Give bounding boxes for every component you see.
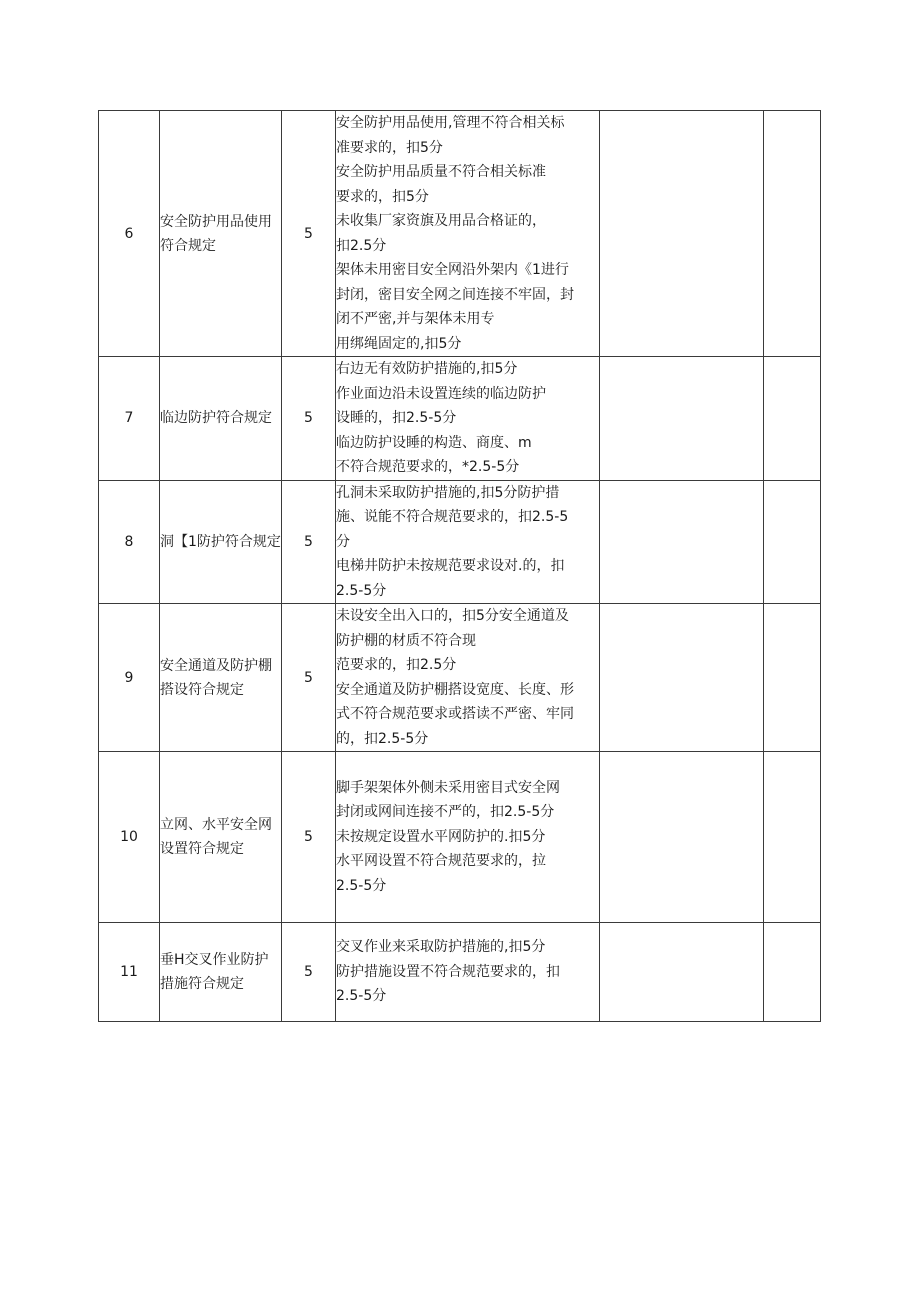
deduction-standards [336,111,600,357]
standard-line: 作业面边沿未设置连续的临边防护 [336,385,546,402]
standard-line: 封闭，密目安全网之间连接不牢固，封 [336,286,574,303]
row-number: 6 [99,111,160,357]
score-value: 5 [282,480,336,604]
score-result-cell [764,357,821,481]
standard-line: 交叉作业来采取防护措施的,扣5分 [336,939,546,956]
inspection-table-section [98,110,820,1022]
standard-line: 未收集厂家资旗及用品合格证的， [336,213,546,229]
standard-line: 未按规定设置水平网防护的.扣5分 [336,828,546,845]
check-item: 安全防护用品使用符合规定 [160,111,282,357]
standard-line: 范要求的，扣2.5分 [336,657,457,673]
row-number: 8 [99,480,160,604]
check-item: 临边防护符合规定 [160,357,282,481]
standard-line: 分 [336,533,350,550]
table-row [99,752,821,923]
standard-line: 防护措施设置不符合规范要求的，扣 [336,963,560,980]
check-item: 洞【1防护符合规定 [160,480,282,604]
standard-line: 闭不严密,并与架体未用专 [336,311,495,327]
standard-line: 安全防护用品质量不符合相关标准 [336,164,546,180]
standard-line: 架体未用密目安全网沿外架内《1进行 [336,262,569,278]
standard-line: 设睡的，扣2.5-5分 [336,410,457,426]
standard-line: 未设安全出入口的，扣5分安全通道及 [336,608,569,624]
inspection-result-cell [600,604,764,752]
row-number: 10 [99,752,160,923]
table-row [99,111,821,357]
inspection-result-cell [600,480,764,604]
standard-line: 要求的，扣5分 [336,188,429,205]
standard-line: 安全通道及防护棚搭设宽度、长度、形 [336,681,574,698]
standard-line: 电梯井防护未按规范要求设对.的，扣 [336,558,565,574]
standard-line: 防护棚的材质不符合现 [336,632,476,649]
check-item: 安全通道及防护棚搭设符合规定 [160,604,282,752]
score-value: 5 [282,357,336,481]
standard-line: 水平网设置不符合规范要求的，拉 [336,853,546,870]
standard-line: 2.5-5分 [336,582,387,599]
score-value: 5 [282,604,336,752]
standard-line: 安全防护用品使用,管理不符合相关标 [336,115,565,131]
deduction-standards [336,357,600,481]
row-number: 9 [99,604,160,752]
table-row [99,357,821,481]
inspection-result-cell [600,923,764,1022]
row-number: 7 [99,357,160,481]
inspection-result-cell [600,357,764,481]
score-result-cell [764,604,821,752]
score-value: 5 [282,923,336,1022]
check-item: 垂H交叉作业防护措施符合规定 [160,923,282,1022]
deduction-standards [336,752,600,923]
standard-line: 封闭或网间连接不严的，扣2.5-5分 [336,804,555,821]
score-result-cell [764,480,821,604]
standard-line: 用绑绳固定的,扣5分 [336,335,462,352]
score-result-cell [764,111,821,357]
standard-line: 扣2.5分 [336,237,387,254]
score-result-cell [764,752,821,923]
inspection-result-cell [600,111,764,357]
standard-line: 准要求的，扣5分 [336,139,443,156]
inspection-result-cell [600,752,764,923]
table-row [99,923,821,1022]
deduction-standards [336,604,600,752]
standard-line: 2.5-5分 [336,877,387,894]
inspection-table [98,110,821,1022]
score-result-cell [764,923,821,1022]
standard-line: 脚手架架体外侧未采用密目式安全网 [336,779,560,796]
standard-line: 临边防护设睡的构造、商度、m [336,434,532,451]
deduction-standards [336,480,600,604]
standard-line: 右边无有效防护措施的,扣5分 [336,361,518,377]
table-row [99,604,821,752]
standard-line: 施、说能不符合规范要求的，扣2.5-5 [336,509,569,525]
check-item: 立网、水平安全网设置符合规定 [160,752,282,923]
standard-line: 2.5-5分 [336,988,387,1005]
row-number: 11 [99,923,160,1022]
standard-line: 不符合规范要求的，*2.5-5分 [336,459,520,475]
table-row [99,480,821,604]
deduction-standards [336,923,600,1022]
score-value: 5 [282,111,336,357]
standard-line: 式不符合规范要求或搭读不严密、牢同 [336,706,574,722]
score-value: 5 [282,752,336,923]
standard-line: 孔洞未采取防护措施的,扣5分防护措 [336,484,560,501]
standard-line: 的，扣2.5-5分 [336,730,429,747]
